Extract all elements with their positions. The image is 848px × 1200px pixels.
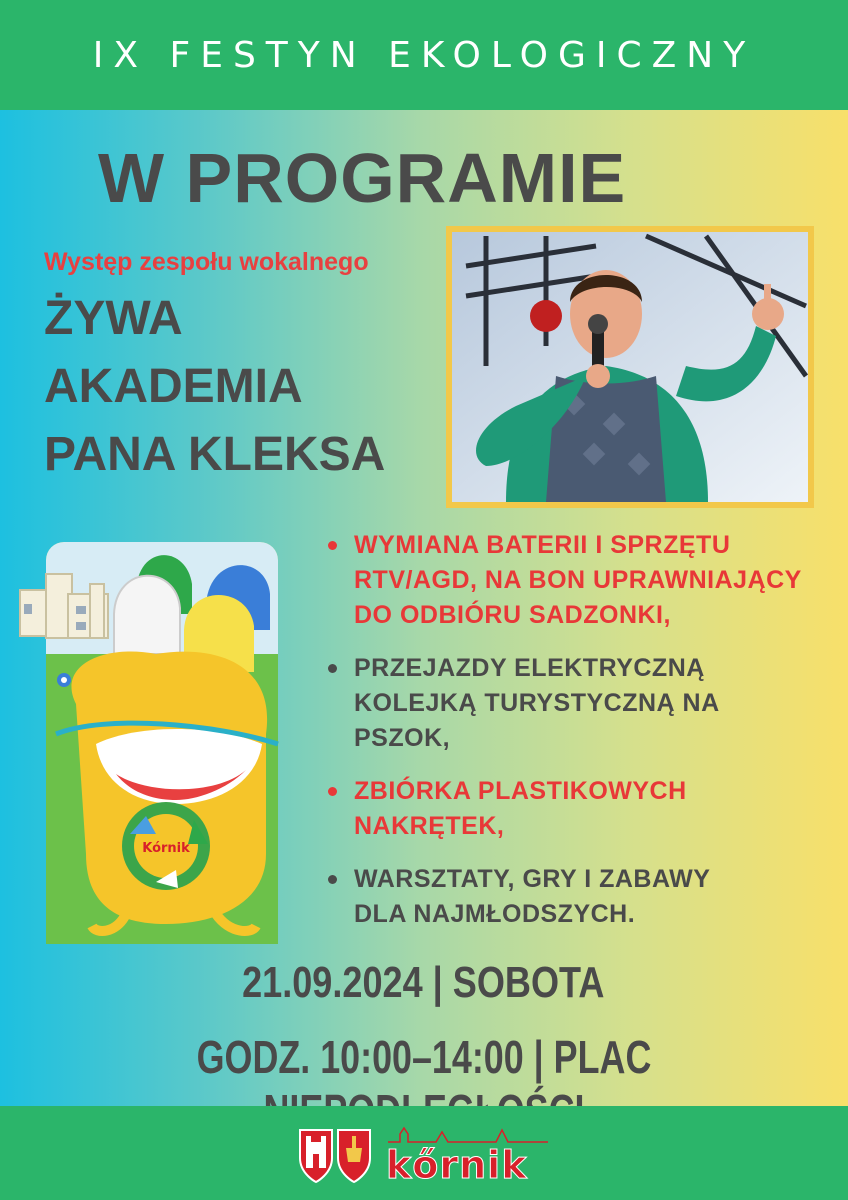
- list-item: WARSZTATY, GRY I ZABAWY DLA NAJMŁODSZYCH.: [326, 862, 826, 932]
- mascot-badge-text: Kórnik: [142, 841, 190, 856]
- event-date: 21.09.2024 | SOBOTA: [242, 958, 605, 1007]
- performance-name: [44, 285, 385, 489]
- bullet-dot-icon: [328, 664, 337, 673]
- event-time-place: GODZ. 10:00–14:00 | PLAC: [196, 1031, 652, 1083]
- bullet-dot-icon: [328, 875, 337, 884]
- performance-name-line: ŻYWA: [44, 292, 183, 345]
- festival-title: IX FESTYN EKOLOGICZNY: [92, 34, 756, 76]
- mascot-illustration: [16, 534, 308, 946]
- list-item: WYMIANA BATERII I SPRZĘTU RTV/AGD, NA BON UPRAWNIAJĄCY DO ODBIÓRU SADZONKI,: [326, 528, 826, 633]
- activity-list: [326, 528, 826, 950]
- performance-intro: Występ zespołu wokalnego: [44, 248, 369, 276]
- top-banner: [0, 0, 848, 110]
- performance-name-line: AKADEMIA: [44, 360, 303, 413]
- performer-photo: [446, 226, 814, 508]
- bullet-dot-icon: [328, 541, 337, 550]
- performance-name-line: PANA KLEKSA: [44, 428, 386, 481]
- list-item: PRZEJAZDY ELEKTRYCZNĄ KOLEJKĄ TURYSTYCZNĄ NA PSZOK,: [326, 651, 826, 756]
- kornik-logo-text: kőrnik: [386, 1143, 528, 1187]
- bullet-dot-icon: [328, 787, 337, 796]
- list-item: ZBIÓRKA PLASTIKOWYCH NAKRĘTEK,: [326, 774, 826, 844]
- program-heading: W PROGRAMIE: [98, 139, 627, 217]
